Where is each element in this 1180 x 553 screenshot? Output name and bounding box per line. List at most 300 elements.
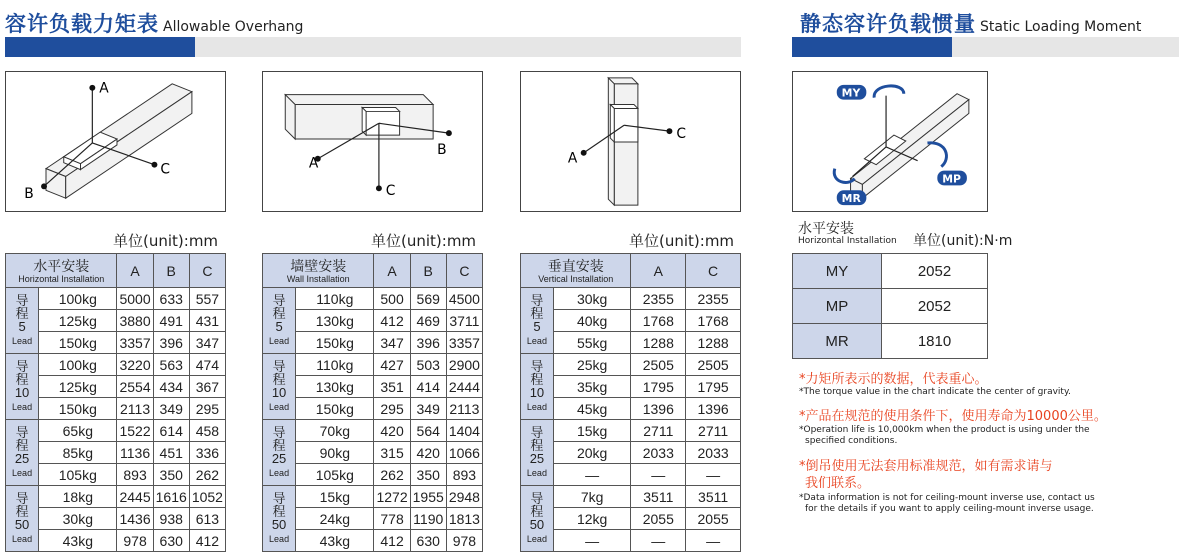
value-cell: 420 (374, 420, 410, 442)
load-cell: 85kg (39, 442, 117, 464)
table-row (263, 310, 483, 332)
lead-label-cn2: 程 (15, 503, 29, 519)
value-cell: 2033 (631, 442, 686, 464)
value-cell: 1288 (631, 332, 686, 354)
value-cell: 569 (410, 288, 446, 310)
lead-label-en: Lead (526, 401, 547, 412)
value-cell: 630 (410, 530, 446, 552)
label-a: A (308, 155, 319, 172)
install-name-en: Wall Installation (286, 273, 350, 284)
install-name-cn: 墙壁安装 (290, 257, 347, 274)
load-cell: 150kg (296, 332, 374, 354)
moment-key: MY (793, 254, 882, 289)
horizontal-diagram (5, 71, 226, 212)
value-cell: 3880 (117, 310, 153, 332)
moment-key: MP (793, 289, 882, 324)
lead-label-cn1: 导 (272, 424, 286, 440)
wall-overhang-table (262, 253, 483, 552)
lead-label-num: 50 (271, 516, 287, 532)
value-cell: 396 (153, 332, 189, 354)
table-row (263, 464, 483, 486)
value-cell: — (631, 530, 686, 552)
value-cell: 1768 (631, 310, 686, 332)
value-cell: 613 (189, 508, 225, 530)
table-row (521, 420, 741, 442)
unit-label: 单位(unit):mm (371, 232, 477, 250)
lead-label-cn2: 程 (272, 437, 286, 453)
title-cn: 容许负载力矩表 (5, 12, 159, 36)
vertical-rail-drawing (521, 72, 740, 211)
table-header-row (6, 254, 226, 288)
note-3-cn-2: 我们联系。 (805, 476, 871, 491)
table-row (6, 398, 226, 420)
value-cell: 500 (374, 288, 410, 310)
value-cell: 938 (153, 508, 189, 530)
install-type-header (6, 254, 117, 288)
lead-label-cn1: 导 (272, 292, 286, 308)
value-cell: 630 (153, 530, 189, 552)
value-cell: 451 (153, 442, 189, 464)
lead-label-num: 25 (529, 450, 545, 466)
lead-group-label (263, 486, 296, 552)
load-cell: 43kg (296, 530, 374, 552)
value-cell: 5000 (117, 288, 153, 310)
table-row (521, 354, 741, 376)
value-cell: 978 (117, 530, 153, 552)
lead-group-label (6, 486, 39, 552)
load-cell: 70kg (296, 420, 374, 442)
value-cell: 564 (410, 420, 446, 442)
section-bar-accent (792, 37, 952, 57)
value-cell: 1436 (117, 508, 153, 530)
section-bar-accent (5, 37, 195, 57)
load-cell: 105kg (296, 464, 374, 486)
table-row (6, 420, 226, 442)
table-row (521, 464, 741, 486)
lead-label-cn2: 程 (530, 371, 544, 387)
value-cell: 2113 (117, 398, 153, 420)
column-header: A (117, 254, 153, 288)
load-cell: — (553, 464, 631, 486)
value-cell: 563 (153, 354, 189, 376)
value-cell: 1616 (153, 486, 189, 508)
value-cell: 295 (189, 398, 225, 420)
lead-label-en: Lead (269, 467, 290, 478)
lead-label-cn1: 导 (15, 424, 29, 440)
value-cell: 893 (446, 464, 482, 486)
table-row (263, 288, 483, 310)
value-cell: 491 (153, 310, 189, 332)
load-cell: 150kg (39, 398, 117, 420)
wall-rail-drawing (263, 72, 482, 211)
value-cell: 414 (410, 376, 446, 398)
value-cell: 2444 (446, 376, 482, 398)
label-a: A (99, 80, 109, 97)
note-1-en: *The torque value in the chart indicate the center of gravity. (799, 387, 1071, 397)
load-cell: 90kg (296, 442, 374, 464)
value-cell: 1066 (446, 442, 482, 464)
load-cell: 30kg (553, 288, 631, 310)
value-cell: 2445 (117, 486, 153, 508)
load-cell: 110kg (296, 288, 374, 310)
value-cell: — (631, 464, 686, 486)
value-cell: 3357 (117, 332, 153, 354)
value-cell: 2113 (446, 398, 482, 420)
value-cell: 3357 (446, 332, 482, 354)
lead-label-cn1: 导 (530, 424, 544, 440)
value-cell: 1396 (686, 398, 741, 420)
value-cell: 412 (189, 530, 225, 552)
table-row (263, 354, 483, 376)
table-row (6, 442, 226, 464)
value-cell: 349 (410, 398, 446, 420)
moment-install-cn: 水平安装 (798, 221, 854, 237)
table-header-row (521, 254, 741, 288)
install-name-cn: 垂直安装 (547, 257, 604, 274)
table-row (263, 376, 483, 398)
value-cell: — (686, 530, 741, 552)
lead-label-num: 5 (18, 318, 26, 334)
label-mr: MR (841, 192, 861, 206)
lead-label-cn1: 导 (15, 358, 29, 374)
load-cell: 30kg (39, 508, 117, 530)
lead-label-cn1: 导 (272, 490, 286, 506)
value-cell: 614 (153, 420, 189, 442)
column-header: B (153, 254, 189, 288)
value-cell: 2711 (686, 420, 741, 442)
table-row (793, 289, 988, 324)
table-row (263, 486, 483, 508)
table-row (793, 324, 988, 359)
lead-label-cn1: 导 (530, 490, 544, 506)
lead-group-label (521, 486, 554, 552)
value-cell: 1813 (446, 508, 482, 530)
install-name-cn: 水平安装 (33, 257, 90, 274)
value-cell: 503 (410, 354, 446, 376)
load-cell: 25kg (553, 354, 631, 376)
table-row (521, 486, 741, 508)
column-header: C (189, 254, 225, 288)
table-header-row (263, 254, 483, 288)
lead-label-en: Lead (526, 467, 547, 478)
label-b: B (24, 186, 34, 203)
lead-label-cn1: 导 (272, 358, 286, 374)
table-row (6, 288, 226, 310)
load-cell: 100kg (39, 354, 117, 376)
lead-label-cn2: 程 (530, 437, 544, 453)
table-row (6, 310, 226, 332)
lead-label-num: 10 (271, 384, 287, 400)
moment-install-en: Horizontal Installation (798, 236, 897, 246)
value-cell: 1288 (686, 332, 741, 354)
value-cell: 893 (117, 464, 153, 486)
value-cell: 262 (189, 464, 225, 486)
install-name-en: Horizontal Installation (18, 273, 105, 284)
load-cell: 15kg (553, 420, 631, 442)
value-cell: 2355 (631, 288, 686, 310)
value-cell: 2554 (117, 376, 153, 398)
value-cell: 1795 (631, 376, 686, 398)
horizontal-rail-drawing (6, 72, 225, 211)
lead-label-cn2: 程 (272, 503, 286, 519)
value-cell: 2505 (686, 354, 741, 376)
table-row (6, 332, 226, 354)
value-cell: 347 (374, 332, 410, 354)
lead-label-cn1: 导 (530, 358, 544, 374)
lead-label-cn1: 导 (15, 292, 29, 308)
lead-label-en: Lead (269, 335, 290, 346)
value-cell: 778 (374, 508, 410, 530)
value-cell: 1052 (189, 486, 225, 508)
value-cell: 434 (153, 376, 189, 398)
value-cell: 1955 (410, 486, 446, 508)
value-cell: 633 (153, 288, 189, 310)
unit-label: 单位(unit):mm (113, 232, 219, 250)
value-cell: 1272 (374, 486, 410, 508)
table-row (6, 508, 226, 530)
load-cell: 55kg (553, 332, 631, 354)
title-en: Static Loading Moment (980, 19, 1142, 35)
table-row (793, 254, 988, 289)
install-name-en: Vertical Installation (538, 273, 614, 284)
label-b: B (437, 141, 447, 158)
note-1-cn: *力矩所表示的数据，代表重心。 (799, 372, 988, 387)
unit-label: 单位(unit):mm (629, 232, 735, 250)
value-cell: 412 (374, 530, 410, 552)
table-row (521, 288, 741, 310)
moment-rail-drawing (793, 72, 987, 211)
value-cell: 351 (374, 376, 410, 398)
value-cell: 3511 (631, 486, 686, 508)
value-cell: 474 (189, 354, 225, 376)
value-cell: 3511 (686, 486, 741, 508)
label-c: C (385, 183, 396, 200)
column-header: B (410, 254, 446, 288)
load-cell: 65kg (39, 420, 117, 442)
moment-value: 2052 (882, 289, 988, 324)
label-a: A (567, 150, 578, 167)
load-cell: 43kg (39, 530, 117, 552)
value-cell: 3711 (446, 310, 482, 332)
vertical-diagram (520, 71, 741, 212)
column-header: A (631, 254, 686, 288)
value-cell: 2055 (686, 508, 741, 530)
note-3-cn-1: *倒吊使用无法套用标准规范，如有需求请与 (799, 459, 1053, 474)
load-cell: 125kg (39, 310, 117, 332)
table-row (263, 530, 483, 552)
value-cell: 350 (410, 464, 446, 486)
note-2-cn: *产品在规范的使用条件下，使用寿命为10000公里。 (799, 409, 1107, 424)
lead-label-en: Lead (12, 467, 33, 478)
label-my: MY (841, 86, 861, 100)
value-cell: 1768 (686, 310, 741, 332)
value-cell: 469 (410, 310, 446, 332)
lead-label-num: 50 (529, 516, 545, 532)
value-cell: 2355 (686, 288, 741, 310)
load-cell: 130kg (296, 310, 374, 332)
lead-group-label (521, 288, 554, 354)
table-row (521, 310, 741, 332)
load-cell: 100kg (39, 288, 117, 310)
table-row (6, 464, 226, 486)
load-cell: 130kg (296, 376, 374, 398)
value-cell: 2505 (631, 354, 686, 376)
static-moment-table (792, 253, 988, 359)
table-row (6, 486, 226, 508)
table-row (263, 508, 483, 530)
load-cell: 105kg (39, 464, 117, 486)
value-cell: 2033 (686, 442, 741, 464)
lead-label-cn2: 程 (272, 305, 286, 321)
table-row (521, 530, 741, 552)
lead-group-label (263, 354, 296, 420)
horizontal-overhang-table (5, 253, 226, 552)
table-row (521, 442, 741, 464)
value-cell: 1136 (117, 442, 153, 464)
lead-group-label (521, 420, 554, 486)
install-type-header (521, 254, 631, 288)
lead-group-label (6, 288, 39, 354)
load-cell: 15kg (296, 486, 374, 508)
lead-label-num: 25 (14, 450, 30, 466)
load-cell: 12kg (553, 508, 631, 530)
load-cell: 150kg (39, 332, 117, 354)
moment-diagram (792, 71, 988, 212)
table-row (521, 376, 741, 398)
load-cell: 7kg (553, 486, 631, 508)
load-cell: 18kg (39, 486, 117, 508)
static-loading-moment-title (800, 8, 1141, 38)
value-cell: 557 (189, 288, 225, 310)
label-c: C (160, 161, 170, 178)
note-3-en-1: *Data information is not for ceiling-mount inverse use, contact us (799, 493, 1095, 503)
lead-label-cn2: 程 (15, 305, 29, 321)
lead-label-cn2: 程 (272, 371, 286, 387)
label-c: C (676, 126, 686, 143)
value-cell: 350 (153, 464, 189, 486)
value-cell: 347 (189, 332, 225, 354)
install-type-header (263, 254, 374, 288)
lead-label-num: 5 (533, 318, 541, 334)
note-2-en-1: *Operation life is 10,000km when the product is using under the (799, 425, 1090, 435)
table-row (521, 508, 741, 530)
lead-label-en: Lead (526, 335, 547, 346)
value-cell: 431 (189, 310, 225, 332)
table-row (263, 442, 483, 464)
lead-group-label (6, 420, 39, 486)
load-cell: — (553, 530, 631, 552)
column-header: C (686, 254, 741, 288)
lead-label-en: Lead (12, 401, 33, 412)
table-row (6, 530, 226, 552)
value-cell: 420 (410, 442, 446, 464)
moment-value: 2052 (882, 254, 988, 289)
load-cell: 110kg (296, 354, 374, 376)
lead-group-label (521, 354, 554, 420)
load-cell: 150kg (296, 398, 374, 420)
lead-label-en: Lead (12, 533, 33, 544)
table-row (263, 332, 483, 354)
column-header: A (374, 254, 410, 288)
value-cell: 349 (153, 398, 189, 420)
value-cell: 295 (374, 398, 410, 420)
lead-label-num: 25 (271, 450, 287, 466)
value-cell: — (686, 464, 741, 486)
section-bar-right (792, 37, 1179, 57)
load-cell: 45kg (553, 398, 631, 420)
value-cell: 315 (374, 442, 410, 464)
vertical-overhang-table (520, 253, 741, 552)
wall-diagram (262, 71, 483, 212)
lead-label-cn1: 导 (530, 292, 544, 308)
value-cell: 262 (374, 464, 410, 486)
value-cell: 396 (410, 332, 446, 354)
lead-label-en: Lead (269, 401, 290, 412)
lead-label-en: Lead (12, 335, 33, 346)
lead-label-num: 50 (14, 516, 30, 532)
table-row (521, 332, 741, 354)
load-cell: 35kg (553, 376, 631, 398)
allowable-overhang-title (5, 8, 303, 38)
lead-label-en: Lead (269, 533, 290, 544)
section-bar-left (5, 37, 741, 57)
table-row (521, 398, 741, 420)
load-cell: 125kg (39, 376, 117, 398)
lead-label-num: 5 (275, 318, 283, 334)
table-row (6, 354, 226, 376)
moment-unit-label: 单位(unit):N·m (913, 233, 1013, 249)
note-3-en-2: for the details if you want to apply ceiling-mount inverse usage. (805, 504, 1094, 514)
lead-label-cn2: 程 (530, 305, 544, 321)
value-cell: 1404 (446, 420, 482, 442)
value-cell: 336 (189, 442, 225, 464)
value-cell: 1190 (410, 508, 446, 530)
value-cell: 2900 (446, 354, 482, 376)
load-cell: 20kg (553, 442, 631, 464)
lead-label-cn1: 导 (15, 490, 29, 506)
lead-group-label (6, 354, 39, 420)
title-en: Allowable Overhang (163, 19, 304, 35)
value-cell: 2055 (631, 508, 686, 530)
moment-key: MR (793, 324, 882, 359)
value-cell: 2948 (446, 486, 482, 508)
value-cell: 978 (446, 530, 482, 552)
load-cell: 40kg (553, 310, 631, 332)
value-cell: 458 (189, 420, 225, 442)
value-cell: 2711 (631, 420, 686, 442)
column-header: C (446, 254, 482, 288)
value-cell: 1522 (117, 420, 153, 442)
lead-label-cn2: 程 (530, 503, 544, 519)
value-cell: 3220 (117, 354, 153, 376)
lead-label-num: 10 (14, 384, 30, 400)
value-cell: 412 (374, 310, 410, 332)
lead-label-num: 10 (529, 384, 545, 400)
lead-label-en: Lead (526, 533, 547, 544)
table-row (263, 420, 483, 442)
moment-value: 1810 (882, 324, 988, 359)
title-cn: 静态容许负载惯量 (800, 12, 976, 36)
lead-group-label (263, 420, 296, 486)
lead-label-cn2: 程 (15, 437, 29, 453)
label-mp: MP (942, 172, 961, 186)
table-row (263, 398, 483, 420)
lead-group-label (263, 288, 296, 354)
value-cell: 427 (374, 354, 410, 376)
lead-label-cn2: 程 (15, 371, 29, 387)
value-cell: 367 (189, 376, 225, 398)
load-cell: 24kg (296, 508, 374, 530)
